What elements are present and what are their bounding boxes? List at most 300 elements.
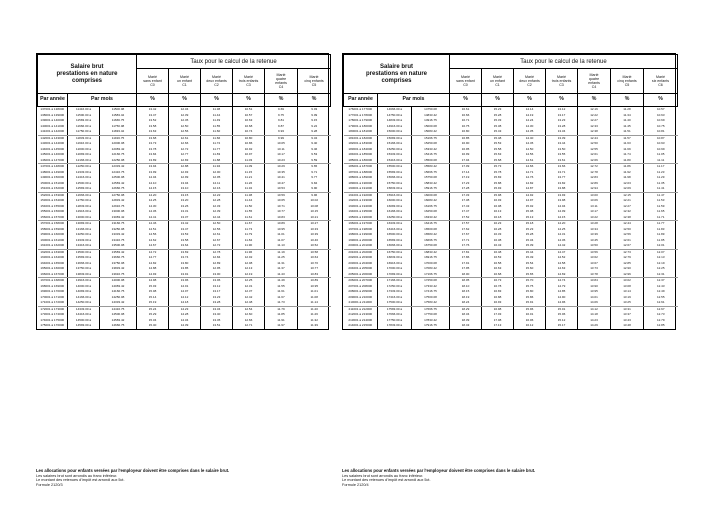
monthly-range-cell: 16333.42	[412, 215, 450, 221]
monthly-range-cell: 16500.08	[412, 227, 450, 233]
rate-cell: 14.85	[546, 289, 578, 295]
rate-cell: 11.80	[611, 158, 644, 164]
rate-cell: 12.55	[578, 147, 611, 153]
rate-cell: 12.37	[644, 278, 678, 284]
rate-cell: 11.32	[298, 318, 331, 324]
rate-cell: 12.72	[201, 243, 233, 249]
rate-cell: 15.53	[482, 141, 514, 147]
rate-cell: 15.58	[482, 147, 514, 153]
rate-cell: 10.63	[644, 113, 678, 119]
rate-cell: 14.31	[546, 232, 578, 238]
rate-cell: 11.53	[644, 198, 678, 204]
rate-cell: 18.29	[450, 306, 482, 312]
annual-range-cell: 181001 à 182000	[348, 135, 373, 140]
rate-cell: 13.45	[578, 238, 611, 244]
rate-cell: 9.96	[298, 192, 331, 198]
rate-cell: 14.15	[137, 186, 169, 192]
annual-range-cell: 203001 à 204000	[348, 260, 373, 265]
rate-cell: 16.71	[450, 118, 482, 124]
monthly-range-cell: 17666.75	[412, 306, 450, 312]
rate-cell: 11.21	[233, 175, 265, 181]
monthly-range-cell: 17666.00 à	[378, 312, 412, 318]
monthly-range-cell: 12583.00 à	[68, 186, 100, 192]
rate-cell: 12.25	[644, 266, 678, 272]
rate-cell: 12.96	[611, 272, 644, 278]
rate-cell: 15.48	[482, 135, 514, 141]
rate-cell: 11.90	[233, 243, 265, 249]
rate-cell: 12.61	[644, 300, 678, 306]
annual-range-cell: 205001 à 206000	[344, 272, 378, 278]
rate-cell: 16.48	[482, 249, 514, 255]
monthly-range-cell: 12250.08	[100, 158, 137, 164]
monthly-range-cell: 13500.08	[100, 243, 137, 249]
rate-cell: 14.82	[137, 261, 169, 267]
rate-cell: 12.78	[201, 249, 233, 255]
salaire-brut-header: Salaire brut prestations en nature comprises	[38, 55, 137, 94]
rate-cell: 10.33	[298, 227, 331, 233]
rate-cell: 12.28	[201, 198, 233, 204]
rate-cell: 12.56	[169, 129, 201, 135]
rate-cell: 9.87	[265, 124, 298, 130]
rate-cell: 14.50	[514, 147, 546, 153]
rate-cell: 13.50	[578, 243, 611, 249]
monthly-range-cell: 17500.00 à	[378, 300, 412, 306]
annual-range-cell: 154001 à 155000	[40, 203, 65, 208]
monthly-range-cell: 14500.08	[100, 312, 137, 318]
annual-range-cell: 195001 à 196000	[344, 215, 378, 221]
footer-line-2: Les salaires brut sont arrondis au franc inférieur.	[36, 473, 118, 478]
rate-cell: 13.42	[169, 221, 201, 227]
rate-cell: 16.38	[482, 238, 514, 244]
rate-cell: 12.42	[233, 295, 265, 301]
rate-cell: 17.47	[450, 209, 482, 215]
rate-cell: 12.31	[644, 272, 678, 278]
monthly-range-cell: 13166.00 à	[68, 227, 100, 233]
rate-cell: 15.17	[546, 323, 578, 329]
monthly-range-cell: 12000.00 à	[68, 147, 100, 153]
monthly-range-cell: 12083.42	[100, 147, 137, 153]
rate-cell: 12.19	[644, 261, 678, 267]
annual-range-cell: 173001 à 174000	[40, 312, 65, 316]
rate-cell: 12.56	[201, 227, 233, 233]
category-header-c5: Marié cinq enfants C5	[611, 69, 644, 94]
rate-cell: 17.33	[450, 192, 482, 198]
rate-cell: 10.51	[233, 107, 265, 113]
rate-cell: 14.97	[514, 198, 546, 204]
monthly-range-cell: 11583.42	[100, 113, 137, 119]
rate-cell: 12.22	[201, 192, 233, 198]
rate-cell: 9.81	[265, 118, 298, 124]
monthly-range-cell: 14916.75	[412, 118, 450, 124]
rate-cell: 17.86	[450, 255, 482, 261]
monthly-range-cell: 15916.00 à	[378, 192, 412, 198]
rate-cell: 11.61	[265, 289, 298, 295]
annual-range-cell: 186001 à 187000	[348, 164, 373, 168]
annual-range-cell: 161001 à 162000	[38, 243, 68, 249]
rate-cell: 14.47	[546, 249, 578, 255]
rate-cell: 11.09	[233, 164, 265, 170]
rate-cell: 9.90	[298, 186, 331, 192]
rate-cell: 12.72	[169, 147, 201, 153]
annual-range-cell: 137001 à 138000	[40, 107, 65, 111]
rate-cell: 13.88	[546, 186, 578, 192]
table-body-left	[38, 107, 331, 329]
rate-cell: 12.66	[578, 158, 611, 164]
rate-cell: 15.63	[482, 152, 514, 158]
rate-cell: 15.86	[514, 295, 546, 301]
rate-cell: 15.33	[482, 118, 514, 124]
rate-cell: 13.96	[169, 278, 201, 284]
rate-cell: 13.06	[201, 278, 233, 284]
rate-cell: 10.17	[265, 152, 298, 158]
rate-cell: 11.41	[644, 186, 678, 192]
rate-cell: 10.52	[298, 243, 331, 249]
rate-cell: 14.20	[546, 221, 578, 227]
rate-cell: 16.85	[450, 135, 482, 141]
monthly-range-cell: 13166.75	[100, 221, 137, 227]
footer-line-3: Le montant des retenues d'impôt est arrondi aux 5ct.	[342, 478, 431, 483]
rate-cell: 15.08	[514, 209, 546, 215]
monthly-range-cell: 12916.75	[100, 204, 137, 210]
annual-range-cell: 165001 à 166000	[40, 266, 65, 270]
percent-header: %	[611, 94, 644, 107]
annual-range-cell: 168001 à 169000	[40, 283, 65, 288]
monthly-range-cell: 14666.00 à	[378, 107, 412, 113]
rate-cell: 16.90	[450, 141, 482, 147]
rate-cell: 11.84	[233, 238, 265, 244]
table-body-right	[344, 107, 678, 329]
monthly-range-cell: 14750.00 à	[378, 113, 412, 119]
monthly-range-cell: 12583.42	[100, 181, 137, 187]
rate-cell: 15.70	[514, 278, 546, 284]
rate-cell: 11.57	[611, 135, 644, 141]
monthly-range-cell: 16583.42	[412, 232, 450, 238]
monthly-range-cell: 15500.00 à	[378, 164, 412, 170]
rate-cell: 13.52	[137, 118, 169, 124]
rate-cell: 12.89	[578, 181, 611, 187]
rate-cell: 12.78	[578, 170, 611, 176]
footer-notes-left	[36, 469, 329, 487]
annual-range-cell: 191001 à 192000	[348, 192, 373, 197]
rate-cell: 14.23	[169, 306, 201, 312]
rate-cell: 15.34	[137, 318, 169, 324]
rate-cell: 16.53	[482, 255, 514, 261]
rate-cell: 12.83	[578, 175, 611, 181]
annual-range-cell: 206001 à 207000	[348, 278, 373, 282]
rate-cell: 18.10	[450, 284, 482, 290]
monthly-range-cell: 12333.00 à	[68, 170, 100, 176]
rate-cell: 13.44	[546, 141, 578, 147]
rate-cell: 12.71	[233, 323, 265, 329]
rate-cell: 15.60	[514, 266, 546, 272]
rate-cell: 11.91	[265, 318, 298, 324]
rate-cell: 14.66	[514, 164, 546, 170]
monthly-range-cell: 16916.00 à	[378, 261, 412, 267]
rate-cell: 14.06	[578, 300, 611, 306]
rate-cell: 11.40	[611, 118, 644, 124]
rate-cell: 13.37	[169, 215, 201, 221]
salaire-brut-header: Salaire brut prestations en nature comprises	[344, 55, 450, 94]
rate-cell: 9.59	[298, 158, 331, 164]
rate-cell: 14.87	[514, 186, 546, 192]
monthly-range-cell: 14333.00 à	[68, 306, 100, 312]
rate-cell: 13.34	[578, 227, 611, 233]
monthly-range-cell: 14250.08	[100, 295, 137, 301]
category-header-c5: Marié cinq enfants C5	[298, 69, 331, 94]
rate-cell: 12.13	[233, 266, 265, 272]
rate-cell: 14.67	[137, 243, 169, 249]
rate-cell: 13.89	[137, 158, 169, 164]
annual-range-cell: 141001 à 142000	[38, 129, 68, 135]
monthly-range-cell: 16166.00 à	[378, 209, 412, 215]
annual-range-cell: 196001 à 197000	[348, 221, 373, 225]
monthly-range-cell: 15250.00 à	[378, 147, 412, 153]
rate-cell: 11.05	[644, 152, 678, 158]
rate-cell: 18.34	[450, 312, 482, 318]
rate-cell: 16.73	[482, 278, 514, 284]
rate-cell: 14.42	[546, 243, 578, 249]
monthly-range-cell: 15166.75	[412, 135, 450, 141]
rate-cell: 12.50	[611, 227, 644, 233]
monthly-range-cell: 13750.08	[100, 261, 137, 267]
rate-cell: 14.79	[546, 284, 578, 290]
monthly-range-cell: 16000.08	[412, 192, 450, 198]
rate-cell: 10.64	[298, 255, 331, 261]
monthly-range-cell: 13583.42	[100, 249, 137, 255]
rate-cell: 15.29	[137, 312, 169, 318]
rate-cell: 11.96	[233, 249, 265, 255]
rate-cell: 13.73	[578, 266, 611, 272]
monthly-range-cell: 17583.42	[412, 300, 450, 306]
rate-cell: 13.58	[137, 124, 169, 130]
annual-range-cell: 182001 à 183000	[348, 141, 373, 145]
rate-cell: 11.97	[265, 323, 298, 329]
rate-cell: 12.34	[169, 107, 201, 113]
category-header-c2: Marié deux enfants C2	[514, 69, 546, 94]
rate-cell: 17.71	[450, 238, 482, 244]
monthly-range-cell: 15750.00 à	[378, 181, 412, 187]
rate-cell: 9.75	[265, 113, 298, 119]
rate-cell: 10.02	[298, 198, 331, 204]
rate-cell: 15.43	[482, 129, 514, 135]
rate-cell: 14.90	[546, 295, 578, 301]
monthly-range-cell: 11916.75	[100, 135, 137, 141]
rate-cell: 17.13	[482, 323, 514, 329]
monthly-range-cell: 15500.08	[412, 158, 450, 164]
rate-cell: 14.12	[578, 306, 611, 312]
annual-range-cell: 163001 à 164000	[40, 255, 65, 259]
rate-cell: 11.74	[611, 152, 644, 158]
category-header-c6: Marié six enfants C6	[644, 69, 678, 94]
rate-cell: 17.03	[482, 312, 514, 318]
rate-cell: 11.32	[233, 186, 265, 192]
percent-header: %	[644, 94, 678, 107]
monthly-range-cell: 13750.00 à	[68, 266, 100, 272]
rate-cell: 11.86	[611, 164, 644, 170]
annual-range-cell: 167001 à 168000	[40, 278, 65, 282]
rate-cell: 10.21	[298, 215, 331, 221]
monthly-range-cell: 15583.00 à	[378, 170, 412, 176]
rate-cell: 12.48	[233, 300, 265, 306]
rate-cell: 16.12	[514, 323, 546, 329]
monthly-range-cell: 15750.08	[412, 175, 450, 181]
rate-cell: 11.50	[233, 204, 265, 210]
rate-cell: 12.67	[201, 238, 233, 244]
annual-range-cell: 146001 à 147000	[38, 158, 68, 164]
rate-cell: 11.34	[611, 113, 644, 119]
rate-cell: 14.30	[514, 124, 546, 130]
rate-cell: 17.91	[450, 261, 482, 267]
rate-cell: 15.98	[482, 192, 514, 198]
footer-line-3: Le montant des retenues d'impôt est arrondi aux 5ct.	[36, 478, 125, 483]
rate-cell: 17.67	[450, 232, 482, 238]
rate-cell: 10.74	[233, 129, 265, 135]
rate-cell: 15.68	[482, 158, 514, 164]
monthly-range-cell: 12250.00 à	[68, 164, 100, 170]
rate-cell: 11.89	[644, 232, 678, 238]
monthly-range-cell: 15000.00 à	[378, 129, 412, 135]
rate-cell: 13.34	[201, 306, 233, 312]
annual-range-cell: 197001 à 198000	[348, 226, 373, 231]
annual-range-cell: 156001 à 157000	[38, 215, 68, 221]
rate-cell: 11.83	[201, 152, 233, 158]
rate-cell: 10.83	[265, 215, 298, 221]
rate-cell: 10.41	[265, 175, 298, 181]
rate-cell: 14.24	[514, 118, 546, 124]
percent-header: %	[137, 94, 169, 107]
monthly-range-cell: 13333.00 à	[68, 238, 100, 244]
annual-range-cell: 212001 à 213000	[348, 312, 373, 316]
rate-cell: 16.88	[482, 295, 514, 301]
rate-cell: 11.98	[611, 175, 644, 181]
rate-cell: 11.03	[233, 158, 265, 164]
monthly-range-cell: 13250.08	[100, 227, 137, 233]
rate-cell: 10.68	[233, 124, 265, 130]
percent-header: %	[514, 94, 546, 107]
rate-cell: 11.92	[611, 170, 644, 176]
rate-cell: 13.17	[578, 209, 611, 215]
rate-cell: 12.31	[233, 284, 265, 290]
annual-range-cell: 155001 à 156000	[40, 209, 65, 213]
rate-cell: 11.65	[644, 209, 678, 215]
rate-cell: 12.39	[201, 209, 233, 215]
rate-cell: 12.60	[233, 312, 265, 318]
monthly-range-cell: 13916.75	[100, 272, 137, 278]
rate-cell: 11.43	[265, 272, 298, 278]
rate-cell: 12.45	[169, 118, 201, 124]
monthly-range-cell: 17250.08	[412, 278, 450, 284]
rate-cell: 15.18	[514, 221, 546, 227]
annual-range-cell: 200001 à 201000	[344, 243, 378, 249]
rate-cell: 14.98	[137, 278, 169, 284]
monthly-range-cell: 11750.08	[100, 124, 137, 130]
monthly-range-cell: 13666.75	[100, 255, 137, 261]
annual-range-cell: 149001 à 150000	[40, 175, 65, 179]
rate-cell: 16.03	[482, 198, 514, 204]
category-header-c3: Marié trois enfants C3	[546, 69, 578, 94]
rate-cell: 15.13	[514, 215, 546, 221]
monthly-range-cell: 17166.75	[412, 272, 450, 278]
rate-cell: 13.73	[137, 141, 169, 147]
rate-cell: 16.78	[482, 284, 514, 290]
annual-range-cell: 194001 à 195000	[348, 209, 373, 213]
rate-cell: 14.62	[137, 238, 169, 244]
rate-cell: 15.73	[482, 164, 514, 170]
rate-cell: 15.12	[546, 318, 578, 324]
annual-range-cell: 147001 à 148000	[40, 164, 65, 168]
rate-cell: 17.52	[450, 215, 482, 221]
annual-range-cell: 138001 à 139000	[40, 112, 65, 117]
rate-cell: 13.61	[546, 158, 578, 164]
rate-cell: 16.93	[482, 300, 514, 306]
annual-range-cell: 166001 à 167000	[38, 272, 68, 278]
rate-cell: 12.50	[201, 221, 233, 227]
footer-line-2: Les salaires brut sont arrondis au franc inférieur.	[342, 473, 424, 478]
par-mois-header: Par mois	[68, 94, 137, 107]
rate-cell: 11.38	[233, 192, 265, 198]
annual-range-cell: 180001 à 181000	[344, 129, 378, 135]
rate-cell: 14.20	[137, 192, 169, 198]
monthly-range-cell: 11916.00 à	[68, 141, 100, 147]
rate-cell: 14.40	[514, 135, 546, 141]
rate-cell: 12.72	[578, 164, 611, 170]
rate-cell: 10.63	[233, 118, 265, 124]
annual-range-cell: 213001 à 214000	[348, 317, 373, 322]
rate-cell: 9.40	[298, 141, 331, 147]
rate-cell: 12.55	[644, 295, 678, 301]
rate-cell: 14.36	[546, 238, 578, 244]
monthly-range-cell: 13416.75	[100, 238, 137, 244]
rate-cell: 9.46	[298, 147, 331, 153]
monthly-range-cell: 17250.00 à	[378, 284, 412, 290]
rate-cell: 13.51	[201, 323, 233, 329]
rate-cell: 15.23	[514, 227, 546, 233]
monthly-range-cell: 12833.42	[100, 198, 137, 204]
monthly-range-cell: 12333.42	[100, 164, 137, 170]
rate-cell: 12.66	[233, 318, 265, 324]
rate-cell: 10.11	[265, 147, 298, 153]
rate-cell: 14.09	[546, 209, 578, 215]
rate-cell: 10.83	[298, 272, 331, 278]
monthly-range-cell: 14250.00 à	[68, 300, 100, 306]
rate-cell: 13.63	[137, 129, 169, 135]
rate-cell: 13.31	[169, 209, 201, 215]
rate-cell: 13.39	[578, 232, 611, 238]
rate-cell: 10.86	[233, 141, 265, 147]
rate-cell: 10.99	[644, 147, 678, 153]
rate-cell: 13.78	[578, 272, 611, 278]
monthly-range-cell: 11833.42	[100, 129, 137, 135]
annual-range-cell: 177001 à 178000	[348, 112, 373, 117]
rate-cell: 13.28	[201, 300, 233, 306]
monthly-range-cell: 13333.42	[100, 232, 137, 238]
monthly-range-cell: 17416.75	[412, 289, 450, 295]
monthly-range-cell: 13000.00 à	[68, 215, 100, 221]
monthly-range-cell: 11833.00 à	[68, 135, 100, 141]
rate-cell: 18.24	[450, 300, 482, 306]
annual-range-cell: 204001 à 205000	[348, 266, 373, 270]
rate-cell: 10.58	[298, 249, 331, 255]
monthly-range-cell: 17583.00 à	[378, 306, 412, 312]
monthly-range-cell: 14083.42	[100, 284, 137, 290]
rate-cell: 11.13	[265, 243, 298, 249]
rate-cell: 11.25	[265, 255, 298, 261]
rate-cell: 14.14	[514, 107, 546, 113]
percent-header: %	[450, 94, 482, 107]
rate-cell: 13.53	[169, 232, 201, 238]
monthly-range-cell: 16250.00 à	[378, 215, 412, 221]
rate-cell: 17.09	[450, 164, 482, 170]
